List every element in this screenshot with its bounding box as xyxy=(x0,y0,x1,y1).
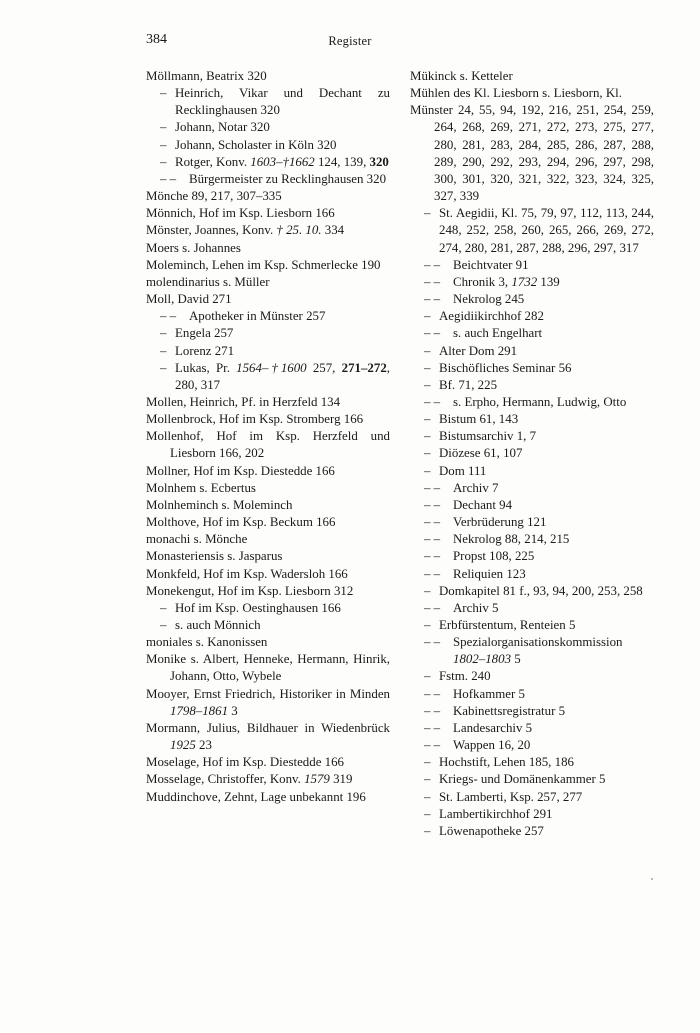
index-entry xyxy=(146,771,390,788)
dash-marker: – xyxy=(424,309,431,324)
dash-marker: – xyxy=(160,137,167,152)
double-dash-marker: – – xyxy=(424,738,441,753)
index-entry xyxy=(410,394,654,411)
page-number: 384 xyxy=(146,32,167,47)
double-dash-marker: – – xyxy=(424,635,441,650)
entry-text: Moselage, Hof im Ksp. Diestedde 166 xyxy=(146,755,344,770)
index-entry xyxy=(146,68,390,85)
running-head: Register xyxy=(328,34,372,48)
index-entry xyxy=(410,514,654,531)
entry-text: monachi s. Mönche xyxy=(146,532,248,547)
entry-text: Muddinchove, Zehnt, Lage unbekannt 196 xyxy=(146,789,366,804)
dash-marker: – xyxy=(424,429,431,444)
entry-text: Mosselage, Christoffer, Konv. xyxy=(146,772,305,787)
index-entry xyxy=(146,137,390,154)
index-entry xyxy=(410,720,654,737)
index-entry xyxy=(410,377,654,394)
index-entry xyxy=(146,222,390,239)
entry-text: Hofkammer 5 xyxy=(453,686,525,701)
entry-text: 1732 xyxy=(511,274,538,289)
entry-text: Chronik 3, xyxy=(453,274,512,289)
entry-text: † 25. 10. xyxy=(276,223,322,238)
index-entry xyxy=(410,308,654,325)
index-entry xyxy=(146,119,390,136)
dash-marker: – xyxy=(160,360,167,375)
index-entry xyxy=(146,566,390,583)
double-dash-marker: – – xyxy=(424,566,441,581)
index-entry xyxy=(410,85,654,102)
index-entry xyxy=(146,720,390,754)
entry-text: Mollenhof, Hof im Ksp. Herzfeld und Liesborn 166, 202 xyxy=(146,429,390,461)
entry-text: Mollner, Hof im Ksp. Diestedde 166 xyxy=(146,463,335,478)
dash-marker: – xyxy=(424,206,431,221)
index-entry xyxy=(410,806,654,823)
double-dash-marker: – – xyxy=(424,703,441,718)
index-entry xyxy=(410,497,654,514)
entry-text: Lukas, Pr. xyxy=(175,360,237,375)
index-entry xyxy=(146,343,390,360)
index-entry xyxy=(410,205,654,256)
index-entry xyxy=(146,531,390,548)
entry-text: Moleminch, Lehen im Ksp. Schmerlecke 190 xyxy=(146,257,381,272)
entry-text: molendinarius s. Müller xyxy=(146,274,270,289)
index-entry xyxy=(146,651,390,685)
entry-text: Archiv 5 xyxy=(453,600,499,615)
index-entry xyxy=(146,360,390,394)
index-entry xyxy=(146,634,390,651)
entry-text: , 280, 317 xyxy=(175,360,390,392)
index-entry xyxy=(410,617,654,634)
index-entry xyxy=(146,789,390,806)
index-entry xyxy=(146,394,390,411)
index-entry xyxy=(410,703,654,720)
page-header xyxy=(0,32,700,52)
index-entry xyxy=(146,257,390,274)
entry-text: Archiv 7 xyxy=(453,480,499,495)
double-dash-marker: – – xyxy=(424,257,441,272)
index-entry xyxy=(146,171,390,188)
index-entry xyxy=(410,360,654,377)
entry-text: St. Lamberti, Ksp. 257, 277 xyxy=(439,789,583,804)
entry-text: moniales s. Kanonissen xyxy=(146,635,268,650)
index-entry xyxy=(410,480,654,497)
dash-marker: – xyxy=(424,789,431,804)
index-entry xyxy=(146,308,390,325)
entry-text: Mormann, Julius, Bildhauer in Wiedenbrück xyxy=(146,720,390,735)
index-column-left xyxy=(146,68,390,806)
entry-text: Beichtvater 91 xyxy=(453,257,529,272)
index-entry xyxy=(146,754,390,771)
dash-marker: – xyxy=(424,377,431,392)
entry-text: Johann, Scholaster in Köln 320 xyxy=(175,137,337,152)
dash-marker: – xyxy=(160,154,167,169)
entry-text: Moll, David 271 xyxy=(146,292,232,307)
index-entry xyxy=(410,737,654,754)
entry-text: 1579 xyxy=(304,772,330,787)
dash-marker: – xyxy=(160,600,167,615)
dash-marker: – xyxy=(424,669,431,684)
entry-text: Molnheminch s. Moleminch xyxy=(146,497,293,512)
entry-text: 1798–1861 xyxy=(170,703,229,718)
index-entry xyxy=(410,600,654,617)
entry-text: Lorenz 271 xyxy=(175,343,235,358)
index-entry xyxy=(410,257,654,274)
entry-text: Kabinettsregistratur 5 xyxy=(453,703,566,718)
entry-text: 320 xyxy=(369,154,389,169)
entry-text: Reliquien 123 xyxy=(453,566,526,581)
index-entry xyxy=(410,102,654,205)
entry-text: Molthove, Hof im Ksp. Beckum 166 xyxy=(146,515,336,530)
index-entry xyxy=(410,583,654,600)
double-dash-marker: – – xyxy=(424,394,441,409)
index-entry xyxy=(410,823,654,840)
index-entry xyxy=(146,514,390,531)
index-entry xyxy=(146,480,390,497)
entry-text: 257, xyxy=(306,360,342,375)
dash-marker: – xyxy=(424,360,431,375)
entry-text: s. Erpho, Hermann, Ludwig, Otto xyxy=(453,394,627,409)
dash-marker: – xyxy=(424,823,431,838)
entry-text: St. Aegidii, Kl. 75, 79, 97, 112, 113, 244, 248, 252, 258, 260, 265, 266, 269, 272, 274, 280, 281, 287, 288, 296, 297, 317 xyxy=(439,206,654,255)
double-dash-marker: – – xyxy=(424,326,441,341)
index-entry xyxy=(410,291,654,308)
entry-text: Mollen, Heinrich, Pf. in Herzfeld 134 xyxy=(146,394,341,409)
index-column-right xyxy=(410,68,654,840)
double-dash-marker: – – xyxy=(160,171,177,186)
index-entry xyxy=(146,188,390,205)
entry-text: Münster 24, 55, 94, 192, 216, 251, 254, 259, 264, 268, 269, 271, 272, 273, 275, 277, 280, 281, 283, 284, 285, 286, 287, 288, 289, 290, 292, 293, 294, 296, 297, 298, 300, 301, 320, 321, 322, 323, 324, 325, 327, 339 xyxy=(410,103,654,204)
index-entry xyxy=(146,583,390,600)
index-entry xyxy=(410,634,654,668)
index-entry xyxy=(410,754,654,771)
entry-text: Aegidiikirchhof 282 xyxy=(439,309,544,324)
index-entry xyxy=(146,325,390,342)
entry-text: 1802–1803 xyxy=(453,652,512,667)
dash-marker: – xyxy=(160,618,167,632)
index-entry xyxy=(410,548,654,565)
dash-marker: – xyxy=(160,343,167,358)
index-entry xyxy=(410,411,654,428)
index-entry xyxy=(146,154,390,171)
index-entry xyxy=(410,566,654,583)
dash-marker: – xyxy=(424,463,431,478)
entry-text: Hof im Ksp. Oestinghausen 166 xyxy=(175,600,341,615)
double-dash-marker: – – xyxy=(424,480,441,495)
entry-text: Mollenbrock, Hof im Ksp. Stromberg 166 xyxy=(146,412,364,427)
entry-text: Monekengut, Hof im Ksp. Liesborn 312 xyxy=(146,583,354,598)
entry-text: Propst 108, 225 xyxy=(453,549,535,564)
entry-text: Alter Dom 291 xyxy=(439,343,518,358)
entry-text: Dechant 94 xyxy=(453,497,513,512)
entry-text: Wappen 16, 20 xyxy=(453,738,531,753)
entry-text: Bischöfliches Seminar 56 xyxy=(439,360,572,375)
entry-text: Mönster, Joannes, Konv. xyxy=(146,223,277,238)
entry-text: Diözese 61, 107 xyxy=(439,446,523,461)
index-entry xyxy=(146,686,390,720)
dash-marker: – xyxy=(424,618,431,632)
dash-marker: – xyxy=(424,755,431,770)
double-dash-marker: – – xyxy=(160,309,177,324)
entry-text: Mönnich, Hof im Ksp. Liesborn 166 xyxy=(146,206,335,221)
entry-text: Monkfeld, Hof im Ksp. Wadersloh 166 xyxy=(146,566,348,581)
entry-text: Nekrolog 88, 214, 215 xyxy=(453,532,570,547)
entry-text: Bürgermeister zu Recklinghausen 320 xyxy=(189,171,387,186)
dash-marker: – xyxy=(160,120,167,135)
entry-text: Fstm. 240 xyxy=(439,669,491,684)
dash-marker: – xyxy=(424,772,431,787)
entry-text: Lambertikirchhof 291 xyxy=(439,806,553,821)
index-entry xyxy=(410,445,654,462)
entry-text: 1564–†1600 xyxy=(236,360,307,375)
index-entry xyxy=(410,428,654,445)
dash-marker: – xyxy=(160,326,167,341)
entry-text: Monike s. Albert, Henneke, Hermann, Hinrik, Johann, Otto, Wybele xyxy=(146,652,390,684)
index-entry xyxy=(410,771,654,788)
index-entry xyxy=(146,205,390,222)
entry-text: Mooyer, Ernst Friedrich, Historiker in Minden xyxy=(146,686,390,701)
double-dash-marker: – – xyxy=(424,532,441,547)
index-entry xyxy=(410,686,654,703)
double-dash-marker: – – xyxy=(424,274,441,289)
entry-text: 124, 139, xyxy=(314,154,370,169)
index-entry xyxy=(146,274,390,291)
entry-text: Verbrüderung 121 xyxy=(453,515,547,530)
entry-text: 23 xyxy=(195,738,212,753)
index-entry xyxy=(146,291,390,308)
dash-marker: – xyxy=(160,86,167,101)
double-dash-marker: – – xyxy=(424,515,441,530)
dash-marker: – xyxy=(424,583,431,598)
entry-text: Erbfürstentum, Renteien 5 xyxy=(439,618,576,632)
entry-text: Bistumsarchiv 1, 7 xyxy=(439,429,537,444)
entry-text: s. auch Mönnich xyxy=(175,618,261,632)
entry-text: Bistum 61, 143 xyxy=(439,412,519,427)
entry-text: Engela 257 xyxy=(175,326,234,341)
double-dash-marker: – – xyxy=(424,720,441,735)
entry-text: Dom 111 xyxy=(439,463,487,478)
entry-text: Rotger, Konv. xyxy=(175,154,251,169)
index-entry xyxy=(410,789,654,806)
double-dash-marker: – – xyxy=(424,497,441,512)
double-dash-marker: – – xyxy=(424,686,441,701)
entry-text: Moers s. Johannes xyxy=(146,240,241,255)
entry-text: 1603–†1662 xyxy=(250,154,315,169)
index-entry xyxy=(146,548,390,565)
entry-text: Nekrolog 245 xyxy=(453,292,525,307)
index-entry xyxy=(146,428,390,462)
entry-text: 139 xyxy=(537,274,560,289)
index-entry xyxy=(146,600,390,617)
index-entry xyxy=(410,325,654,342)
index-entry xyxy=(410,463,654,480)
index-entry xyxy=(146,463,390,480)
entry-text: 319 xyxy=(329,772,353,787)
entry-text: Landesarchiv 5 xyxy=(453,720,533,735)
dash-marker: – xyxy=(424,806,431,821)
index-entry xyxy=(410,274,654,291)
double-dash-marker: – – xyxy=(424,292,441,307)
index-entry xyxy=(410,68,654,85)
entry-text: Möllmann, Beatrix 320 xyxy=(146,69,267,83)
dash-marker: – xyxy=(424,343,431,358)
entry-text: 3 xyxy=(228,703,238,718)
entry-text: Johann, Notar 320 xyxy=(175,120,270,135)
index-entry xyxy=(146,617,390,634)
entry-text: 334 xyxy=(321,223,345,238)
entry-text: Monasteriensis s. Jasparus xyxy=(146,549,283,564)
dash-marker: – xyxy=(424,446,431,461)
index-entry xyxy=(410,531,654,548)
entry-text: Molnhem s. Ecbertus xyxy=(146,480,256,495)
entry-text: 1925 xyxy=(170,738,196,753)
double-dash-marker: – – xyxy=(424,549,441,564)
index-entry xyxy=(146,85,390,119)
entry-text: Domkapitel 81 f., 93, 94, 200, 253, 258 xyxy=(439,583,643,598)
entry-text: Kriegs- und Domänenkammer 5 xyxy=(439,772,606,787)
entry-text: Löwenapotheke 257 xyxy=(439,823,544,838)
entry-text: Spezialorganisationskommission xyxy=(453,635,623,650)
entry-text: Apotheker in Münster 257 xyxy=(189,309,326,324)
entry-text: Mükinck s. Ketteler xyxy=(410,69,513,83)
index-entry xyxy=(146,497,390,514)
index-entry xyxy=(146,240,390,257)
entry-text: 5 xyxy=(511,652,521,667)
double-dash-marker: – – xyxy=(424,600,441,615)
entry-text: Heinrich, Vikar und Dechant zu Recklinghausen 320 xyxy=(175,86,390,118)
index-entry xyxy=(410,343,654,360)
entry-text: Mönche 89, 217, 307–335 xyxy=(146,189,282,204)
entry-text: 271–272 xyxy=(341,360,387,375)
entry-text: Mühlen des Kl. Liesborn s. Liesborn, Kl. xyxy=(410,86,622,101)
entry-text: Hochstift, Lehen 185, 186 xyxy=(439,755,574,770)
index-entry xyxy=(410,668,654,685)
entry-text: s. auch Engelhart xyxy=(453,326,543,341)
dash-marker: – xyxy=(424,412,431,427)
scan-speck xyxy=(651,878,653,880)
entry-text: Bf. 71, 225 xyxy=(439,377,498,392)
index-entry xyxy=(146,411,390,428)
